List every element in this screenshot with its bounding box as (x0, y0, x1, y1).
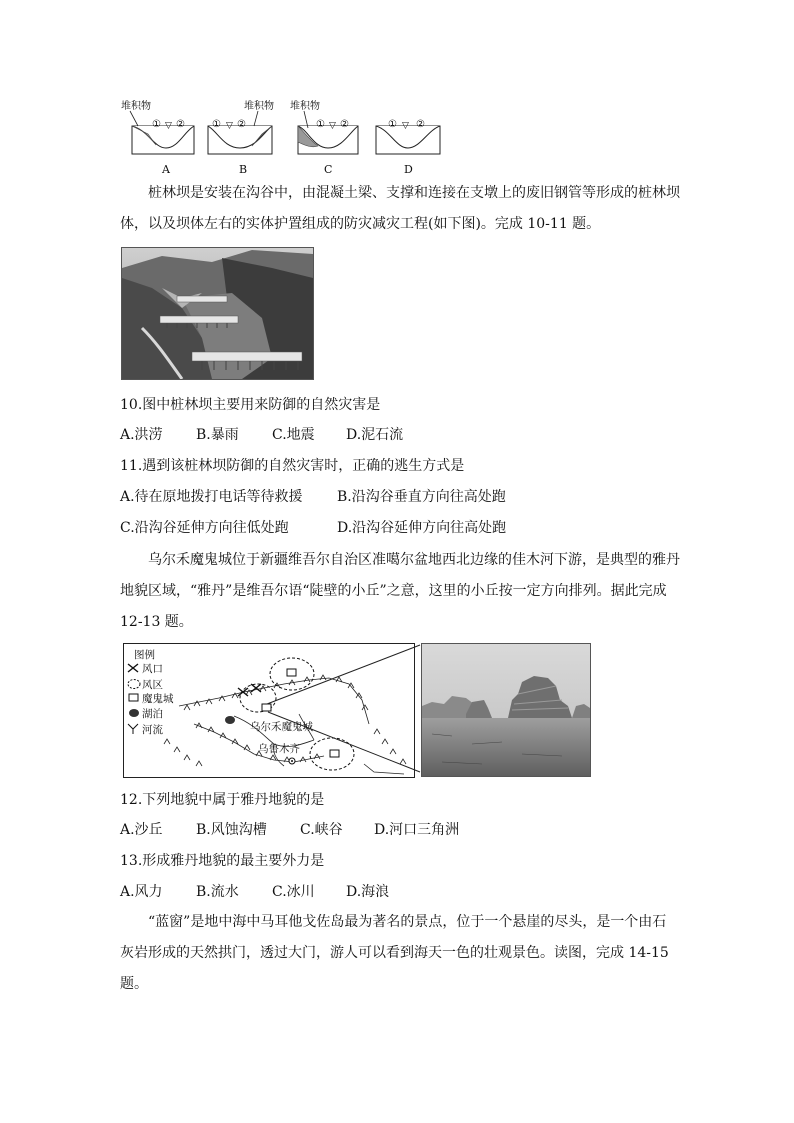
q13-option-c[interactable]: C.冰川 (272, 884, 315, 900)
q10-option-a[interactable]: A.洪涝 (120, 427, 163, 443)
q12-option-c[interactable]: C.峡谷 (300, 822, 343, 838)
svg-text:C: C (324, 163, 333, 176)
svg-text:①: ① (388, 119, 397, 130)
q12-option-d[interactable]: D.河口三角洲 (374, 822, 460, 838)
svg-text:堆积物: 堆积物 (244, 101, 274, 112)
q13-option-d[interactable]: D.海浪 (346, 884, 390, 900)
q12-option-b[interactable]: B.风蚀沟槽 (196, 822, 267, 838)
q10-option-c[interactable]: C.地震 (272, 427, 315, 443)
q11-option-b[interactable]: B.沿沟谷垂直方向往高处跑 (337, 489, 506, 505)
svg-text:①: ① (152, 119, 161, 130)
legend-title: 图例 (134, 649, 155, 661)
map-label-devil-city: 乌尔禾魔鬼城 (250, 721, 313, 733)
svg-text:①: ① (316, 119, 325, 130)
svg-text:▽: ▽ (402, 121, 409, 131)
q10-option-d[interactable]: D.泥石流 (346, 427, 404, 443)
yardang-photo (421, 643, 591, 777)
svg-text:B: B (239, 163, 248, 176)
svg-text:魔鬼城: 魔鬼城 (142, 693, 174, 705)
svg-text:湖泊: 湖泊 (142, 708, 163, 720)
q11-option-d[interactable]: D.沿沟谷延伸方向往高处跑 (337, 520, 507, 536)
q12-stem: 12.下列地貌中属于雅丹地貌的是 (120, 792, 325, 808)
svg-text:风口: 风口 (142, 663, 163, 675)
svg-text:▽: ▽ (226, 121, 233, 131)
svg-text:河流: 河流 (142, 724, 163, 736)
map-label-urumqi: 乌鲁木齐 (258, 743, 300, 755)
q10-option-b[interactable]: B.暴雨 (196, 427, 239, 443)
intro-yardang: 乌尔禾魔鬼城位于新疆维吾尔自治区准噶尔盆地西北边缘的佳木河下游，是典型的雅丹地貌区域，“雅丹”是维吾尔语“陡壁的小丘”之意，这里的小丘按一定方向排列。据此完成 12-13 题。 (120, 552, 680, 630)
svg-text:A: A (162, 163, 170, 176)
q11-option-c[interactable]: C.沿沟谷延伸方向往低处跑 (120, 520, 289, 536)
q13-option-a[interactable]: A.风力 (120, 884, 163, 900)
q10-stem: 10.图中桩林坝主要用来防御的自然灾害是 (120, 397, 381, 413)
q12-option-a[interactable]: A.沙丘 (120, 822, 163, 838)
svg-text:②: ② (237, 119, 246, 130)
svg-text:②: ② (340, 119, 349, 130)
svg-text:堆积物: 堆积物 (290, 101, 320, 112)
svg-text:风区: 风区 (142, 679, 163, 691)
q13-stem: 13.形成雅丹地貌的最主要外力是 (120, 853, 325, 869)
svg-text:②: ② (416, 119, 425, 130)
q13-option-b[interactable]: B.流水 (196, 884, 239, 900)
intro-azure-window: “蓝窗”是地中海中马耳他戈佐岛最为著名的景点，位于一个悬崖的尽头，是一个由石灰岩形成的天然拱门，透过大门，游人可以看到海天一色的壮观景色。读图，完成 14-15 题。 (120, 914, 669, 992)
svg-text:D: D (404, 163, 413, 176)
svg-text:▽: ▽ (165, 121, 172, 131)
deposit-label-a: 堆积物 (121, 101, 151, 112)
svg-text:▽: ▽ (329, 121, 336, 131)
q11-stem: 11.遇到该桩林坝防御的自然灾害时，正确的逃生方式是 (120, 458, 465, 474)
q11-option-a[interactable]: A.待在原地拨打电话等待救援 (120, 489, 303, 505)
svg-text:①: ① (212, 119, 221, 130)
intro-pile-dam: 桩林坝是安装在沟谷中，由混凝土梁、支撑和连接在支墩上的废旧钢管等形成的桩林坝体，以及坝体左右的实体护置组成的防灾减灾工程(如下图)。完成 10-11 题。 (120, 185, 680, 232)
svg-text:②: ② (176, 119, 185, 130)
